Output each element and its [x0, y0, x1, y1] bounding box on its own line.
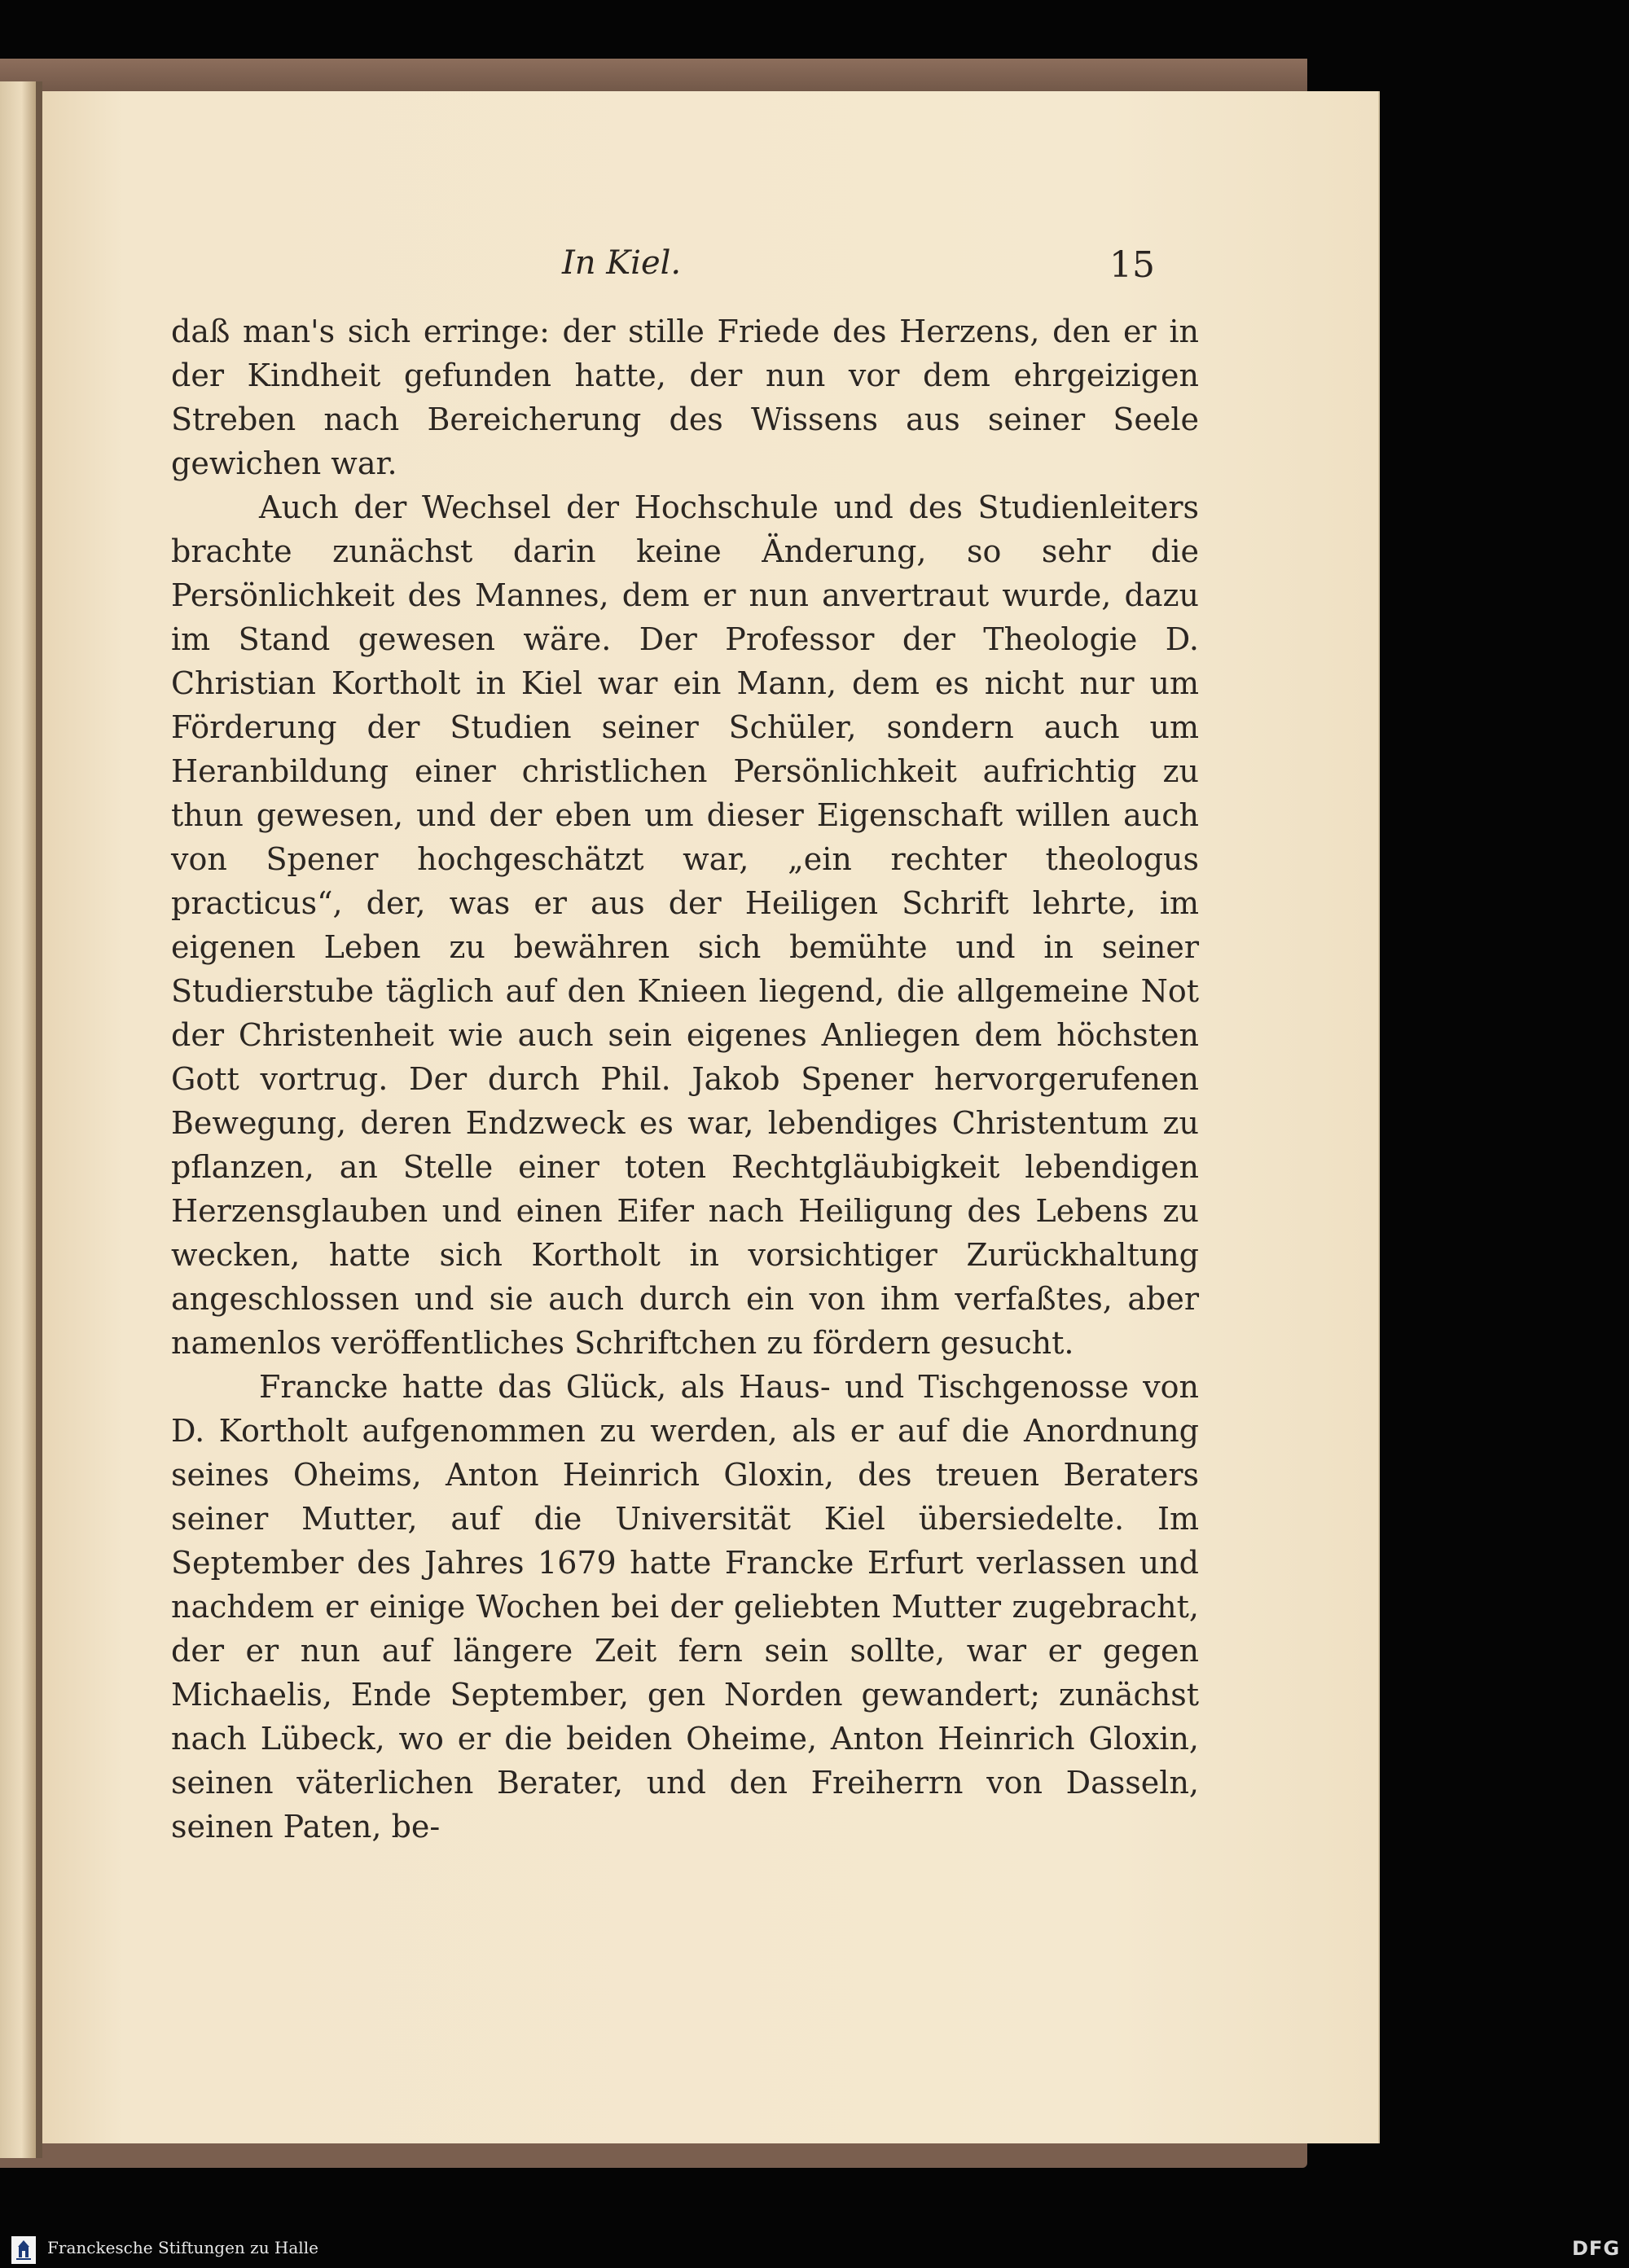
institution-name: Franckesche Stiftungen zu Halle [47, 2238, 318, 2257]
paragraph: Francke hatte das Glück, als Haus- und Tischgenosse von D. Kortholt aufgenommen zu werden, als er auf die Anordnung seines Oheims, Anton Heinrich Gloxin, des treuen Beraters seiner Mutter, auf die Universität Kiel übersiedelte. Im September des Jahres 1679 hatte Francke Erfurt verlassen und nachdem er einige Wochen bei der geliebten Mutter zugebracht, der er nun auf längere Zeit fern sein sollte, war er gegen Michaelis, Ende September, gen Norden gewandert; zunächst nach Lübeck, wo er die beiden Oheime, Anton Heinrich Gloxin, seinen väterlichen Berater, und den Freiherrn von Dasseln, seinen Paten, be- [171, 1369, 1199, 1845]
dfg-logo: DFG [1572, 2237, 1621, 2260]
paragraph: Auch der Wechsel der Hochschule und des Studienleiters brachte zunächst darin keine Änderung, so sehr die Persönlichkeit des Mannes, dem er nun anvertraut wurde, dazu im Stand gewesen wäre. Der Professor der Theologie D. Christian Kortholt in Kiel war ein Mann, dem es nicht nur um Förderung der Studien seiner Schüler, sondern auch um Heranbildung einer christlichen Persönlichkeit aufrichtig zu thun gewesen, und der eben um dieser Eigenschaft willen auch von Spener hochgeschätzt war, „ein rechter theologus practicus“, der, was er aus der Heiligen Schrift lehrte, im eigenen Leben zu bewähren sich bemühte und in seiner Studierstube täglich auf den Knieen liegend, die allgemeine Not der Christenheit wie auch sein eigenes Anliegen dem höchsten Gott vortrug. Der durch Phil. Jakob Spener hervorgerufenen Bewegung, deren Endzweck es war, lebendiges Christentum zu pflanzen, an Stelle einer toten Rechtgläubigkeit lebendigen Herzensglauben und einen Eifer nach Heiligung des Lebens zu wecken, hatte sich Kortholt in vorsichtiger Zurückhaltung angeschlossen und sie auch durch ein von ihm verfaßtes, aber namenlos veröffentliches Schriftchen zu fördern gesucht. [171, 489, 1199, 1361]
running-head: In Kiel. [562, 244, 682, 282]
page-body-text [171, 309, 1199, 1849]
previous-page-edge [0, 81, 36, 2158]
book-page [42, 91, 1378, 2143]
institution-logo-icon [11, 2236, 36, 2264]
page-header [42, 244, 1378, 293]
paragraph: daß man's sich erringe: der stille Friede des Herzens, den er in der Kindheit gefunden hatte, der nun vor dem ehrgeizigen Streben nach Bereicherung des Wissens aus seiner Seele gewichen war. [171, 314, 1199, 481]
book-gutter [36, 81, 42, 2158]
page-number: 15 [1109, 244, 1155, 286]
